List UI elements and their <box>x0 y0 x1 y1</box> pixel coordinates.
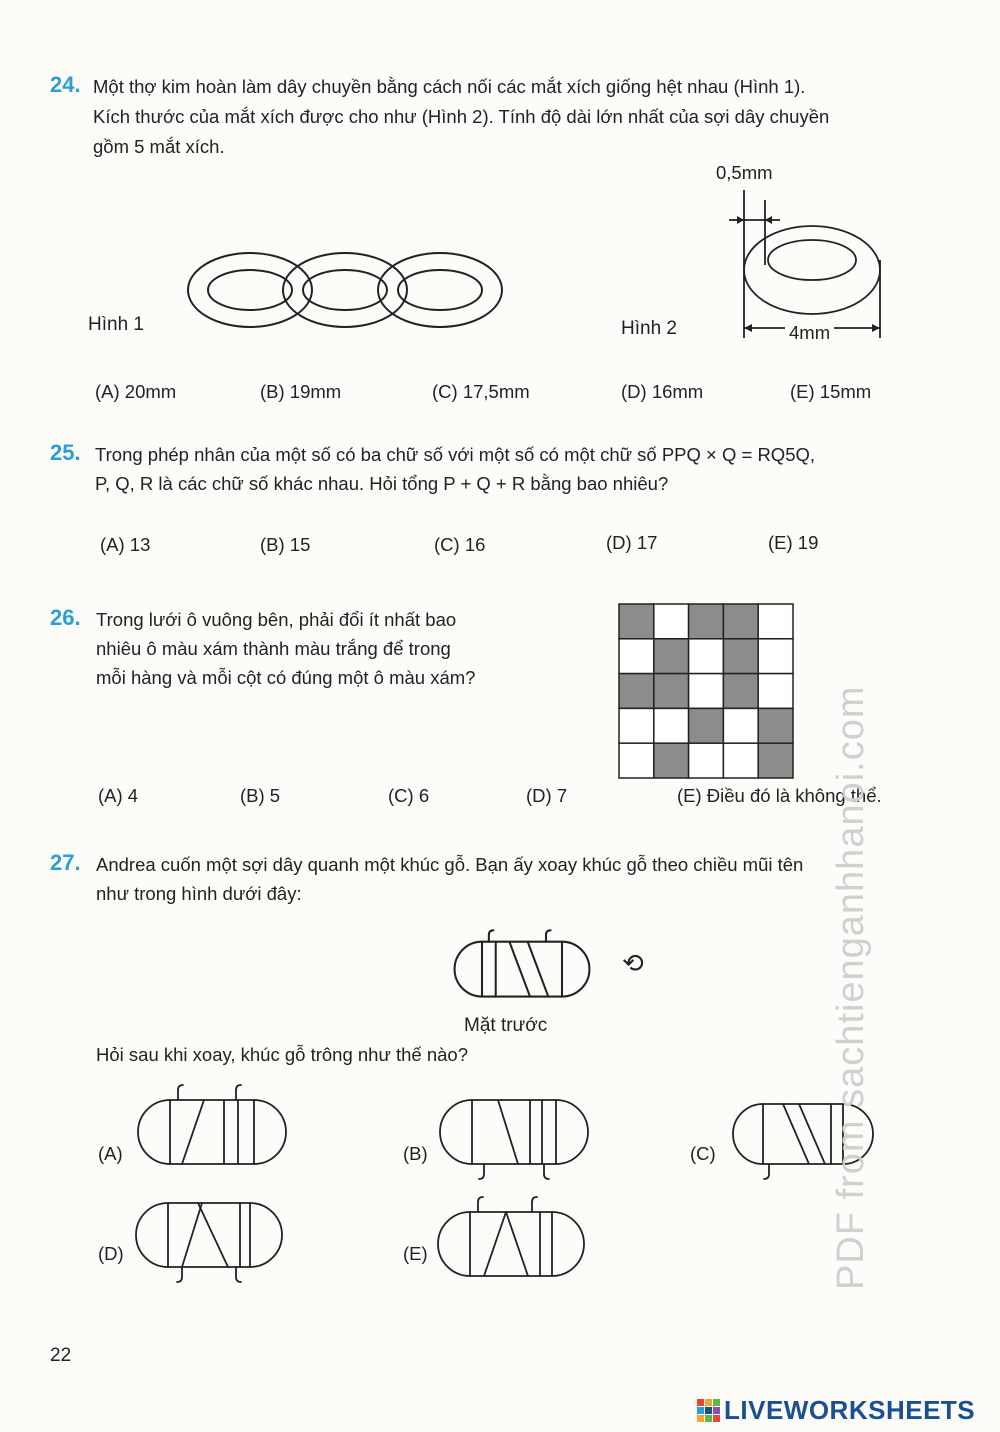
question-27-prompt: Hỏi sau khi xoay, khúc gỗ trông như thế nào? <box>96 1044 468 1065</box>
q26-answer-c[interactable]: (C) 6 <box>388 785 430 806</box>
watermark-text: PDF from sachtienganhhanoi.com <box>830 685 872 1290</box>
rotation-arrow-icon: ⟲ <box>622 948 644 978</box>
q27-option-a-label[interactable]: (A) <box>98 1143 123 1164</box>
q27-option-e-label[interactable]: (E) <box>403 1243 428 1264</box>
question-number-27: 27. <box>50 850 81 875</box>
q24-answer-b[interactable]: (B) 19mm <box>260 381 342 402</box>
question-number-26: 26. <box>50 605 81 630</box>
grid-cell-0-1 <box>654 604 689 639</box>
grid-cell-4-2 <box>689 743 724 778</box>
grid-cell-2-4 <box>758 674 793 709</box>
grid-cell-3-1 <box>654 708 689 743</box>
q25-answer-b[interactable]: (B) 15 <box>260 534 311 555</box>
question-number-24: 24. <box>50 72 81 97</box>
question-26-line-3: mỗi hàng và mỗi cột có đúng một ô màu xám? <box>96 667 476 688</box>
q26-answer-a[interactable]: (A) 4 <box>98 785 139 806</box>
dimension-width-label: 4mm <box>785 322 834 344</box>
grid-cell-2-3 <box>723 674 758 709</box>
q26-answer-b[interactable]: (B) 5 <box>240 785 281 806</box>
grid-cell-4-0 <box>619 743 654 778</box>
question-24-line-3: gồm 5 mắt xích. <box>93 136 225 157</box>
brand-name: LIVEWORKSHEETS <box>724 1395 976 1425</box>
question-25-line-1: Trong phép nhân của một số có ba chữ số với một số có một chữ số PPQ × Q = RQ5Q, <box>95 444 816 465</box>
question-26-line-1: Trong lưới ô vuông bên, phải đổi ít nhất bao <box>96 609 457 630</box>
q27-option-c-label[interactable]: (C) <box>690 1143 716 1164</box>
question-27-line-1: Andrea cuốn một sợi dây quanh một khúc gỗ. Bạn ấy xoay khúc gỗ theo chiều mũi tên <box>96 854 804 875</box>
question-number-25: 25. <box>50 440 81 465</box>
q25-answer-c[interactable]: (C) 16 <box>434 534 486 555</box>
logo-grid-icon <box>697 1399 720 1422</box>
grid-cell-1-4 <box>758 639 793 674</box>
question-24-line-1: Một thợ kim hoàn làm dây chuyền bằng cách nối các mắt xích giống hệt nhau (Hình 1). <box>93 76 806 97</box>
chain-figure <box>185 248 505 333</box>
grid-cell-1-1 <box>654 639 689 674</box>
log-option-d[interactable] <box>130 1193 290 1293</box>
q27-option-b-label[interactable]: (B) <box>403 1143 428 1164</box>
grid-cell-2-1 <box>654 674 689 709</box>
log-front-view <box>432 928 612 1008</box>
grid-cell-3-0 <box>619 708 654 743</box>
gray-square-grid <box>619 604 793 778</box>
grid-cell-1-3 <box>723 639 758 674</box>
log-option-e[interactable] <box>432 1190 592 1290</box>
grid-cell-2-2 <box>689 674 724 709</box>
grid-cell-4-3 <box>723 743 758 778</box>
log-option-b[interactable] <box>434 1088 594 1188</box>
grid-cell-3-4 <box>758 708 793 743</box>
figure-2-label: Hình 2 <box>621 318 677 339</box>
front-view-label: Mặt trước <box>464 1015 548 1036</box>
q25-answer-a[interactable]: (A) 13 <box>100 534 151 555</box>
grid-cell-1-2 <box>689 639 724 674</box>
dimension-thickness-label: 0,5mm <box>716 162 773 183</box>
q24-answer-a[interactable]: (A) 20mm <box>95 381 177 402</box>
page-number: 22 <box>50 1345 72 1366</box>
question-25-line-2: P, Q, R là các chữ số khác nhau. Hỏi tổng P + Q + R bằng bao nhiêu? <box>95 473 669 494</box>
q24-answer-e[interactable]: (E) 15mm <box>790 381 872 402</box>
grid-cell-4-4 <box>758 743 793 778</box>
question-24-line-2: Kích thước của mắt xích được cho như (Hình 2). Tính độ dài lớn nhất của sợi dây chuyền <box>93 106 830 127</box>
grid-cell-2-0 <box>619 674 654 709</box>
q25-answer-d[interactable]: (D) 17 <box>606 532 658 553</box>
q27-option-d-label[interactable]: (D) <box>98 1243 124 1264</box>
grid-cell-4-1 <box>654 743 689 778</box>
grid-cell-3-2 <box>689 708 724 743</box>
q25-answer-e[interactable]: (E) 19 <box>768 532 819 553</box>
grid-cell-0-3 <box>723 604 758 639</box>
grid-cell-0-0 <box>619 604 654 639</box>
q24-answer-c[interactable]: (C) 17,5mm <box>432 381 530 402</box>
figure-1-label: Hình 1 <box>88 314 144 335</box>
q26-answer-e[interactable]: (E) Điều đó là không thể. <box>677 785 882 806</box>
grid-cell-0-4 <box>758 604 793 639</box>
grid-cell-3-3 <box>723 708 758 743</box>
grid-cell-0-2 <box>689 604 724 639</box>
log-option-a[interactable] <box>132 1082 292 1182</box>
liveworksheets-logo[interactable] <box>697 1395 975 1426</box>
q26-answer-d[interactable]: (D) 7 <box>526 785 568 806</box>
q24-answer-d[interactable]: (D) 16mm <box>621 381 704 402</box>
grid-cell-1-0 <box>619 639 654 674</box>
question-27-line-2: như trong hình dưới đây: <box>96 883 302 904</box>
question-26-line-2: nhiêu ô màu xám thành màu trắng để trong <box>96 638 451 659</box>
